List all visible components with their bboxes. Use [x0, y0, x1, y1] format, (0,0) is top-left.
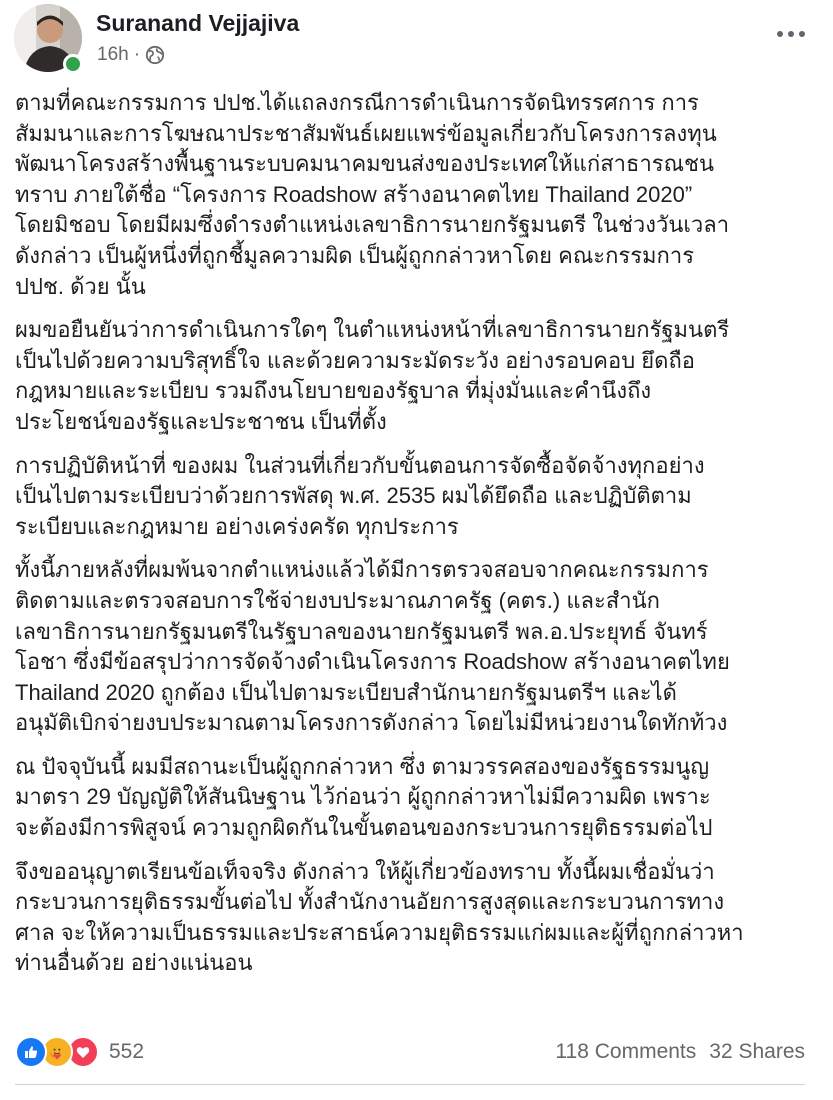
post-text	[15, 88, 815, 992]
reaction-count: 552	[109, 1040, 145, 1063]
post-paragraph: ตามที่คณะกรรมการ ปปช.ได้แถลงกรณีการดำเนินการจัดนิทรรศการ การ สัมมนาและการโฆษณาประชาสัมพันธ์เผยแพร่ข้อมูลเกี่ยวกับโครงการลงทุน พัฒนาโครงสร้างพื้นฐานระบบคมนาคมขนส่งของประเทศให้แก่สาธารณชน ทราบ ภายใต้ชื่อ “โครงการ Roadshow สร้างอนาคตไทย Thailand 2020” โดยมิชอบ โดยมีผมซึ่งดำรงตำแหน่งเลขาธิการนายกรัฐมนตรี ในช่วงวันเวลา ดังกล่าว เป็นผู้หนึ่งที่ถูกชี้มูลความผิด เป็นผู้ถูกกล่าวหาโดย คณะกรรมการ ปปช. ด้วย นั้น	[15, 90, 730, 299]
post-paragraph: การปฏิบัติหน้าที่ ของผม ในส่วนที่เกี่ยวกับขั้นตอนการจัดซื้อจัดจ้างทุกอย่าง เป็นไปตามระเบียบว่าด้วยการพัสดุ พ.ศ. 2535 ผมได้ยึดถือ และปฏิบัติตาม ระเบียบและกฎหมาย อย่างเคร่งครัด ทุกประการ	[15, 452, 705, 539]
footer-divider	[15, 1084, 805, 1085]
more-dot-icon	[788, 31, 794, 37]
post-paragraph: ณ ปัจจุบันนี้ ผมมีสถานะเป็นผู้ถูกกล่าวหา ซึ่ง ตามวรรคสองของรัฐธรรมนูญ มาตรา 29 บัญญัติให้สันนิษฐาน ไว้ก่อนว่า ผู้ถูกกล่าวหาไม่มีความผิด เพราะ จะต้องมีการพิสูจน์ ความถูกผิดกันในขั้นตอนของกระบวนการยุติธรรมต่อไป	[15, 753, 713, 841]
post-paragraph: ผมขอยืนยันว่าการดำเนินการใดๆ ในตำแหน่งหน้าที่เลขาธิการนายกรัฐมนตรี เป็นไปด้วยความบริสุทธิ์ใจ และด้วยความระมัดระวัง อย่างรอบคอบ ยึดถือ กฎหมายและระเบียบ รวมถึงนโยบายของรัฐบาล ที่มุ่งมั่นและคำนึงถึง ประโยชน์ของรัฐและประชาชน เป็นที่ตั้ง	[15, 317, 730, 434]
meta-separator: ·	[133, 44, 141, 65]
post-paragraph: จึงขออนุญาตเรียนข้อเท็จจริง ดังกล่าว ให้ผู้เกี่ยวข้องทราบ ทั้งนี้ผมเชื่อมั่นว่า กระบวนการยุติธรรมขั้นต่อไป ทั้งสำนักงานอัยการสูงสุดและกระบวนการทาง ศาล จะให้ความเป็นธรรมและประสาธน์ความยุติธรรมแก่ผมและผู้ที่ถูกกล่าวหา ท่านอื่นด้วย อย่างแน่นอน	[15, 858, 744, 976]
post-time[interactable]: 16h	[97, 44, 129, 65]
shares-count-link[interactable]: 32 Shares	[709, 1040, 805, 1063]
post-header	[14, 4, 819, 76]
author-name[interactable]: Suranand Vejjajiva	[96, 10, 300, 36]
online-status-indicator	[63, 54, 83, 74]
more-options-button[interactable]	[771, 22, 811, 46]
globe-icon[interactable]	[145, 45, 165, 65]
engagement-bar	[15, 1034, 805, 1070]
comments-count-link[interactable]: 118 Comments	[555, 1040, 697, 1063]
post-meta	[97, 44, 165, 66]
more-dot-icon	[799, 31, 805, 37]
post-paragraph: ทั้งนี้ภายหลังที่ผมพ้นจากตำแหน่งแล้วได้มีการตรวจสอบจากคณะกรรมการ ติดตามและตรวจสอบการใช้จ่ายงบประมาณภาครัฐ (คตร.) และสำนัก เลขาธิการนายกรัฐมนตรีในรัฐบาลของนายกรัฐมนตรี พล.อ.ประยุทธ์ จันทร์ โอชา ซึ่งมีข้อสรุปว่าการจัดจ้างดำเนินโครงการ Roadshow สร้างอนาคตไทย Thailand 2020 ถูกต้อง เป็นไปตามระเบียบสำนักนายกรัฐมนตรีฯ และได้ อนุมัติเบิกจ่ายงบประมาณตามโครงการดังกล่าว โดยไม่มีหน่วยงานใดทักท้วง	[15, 557, 730, 736]
reactions-summary[interactable]	[15, 1036, 144, 1068]
like-icon	[15, 1036, 47, 1068]
more-dot-icon	[777, 31, 783, 37]
